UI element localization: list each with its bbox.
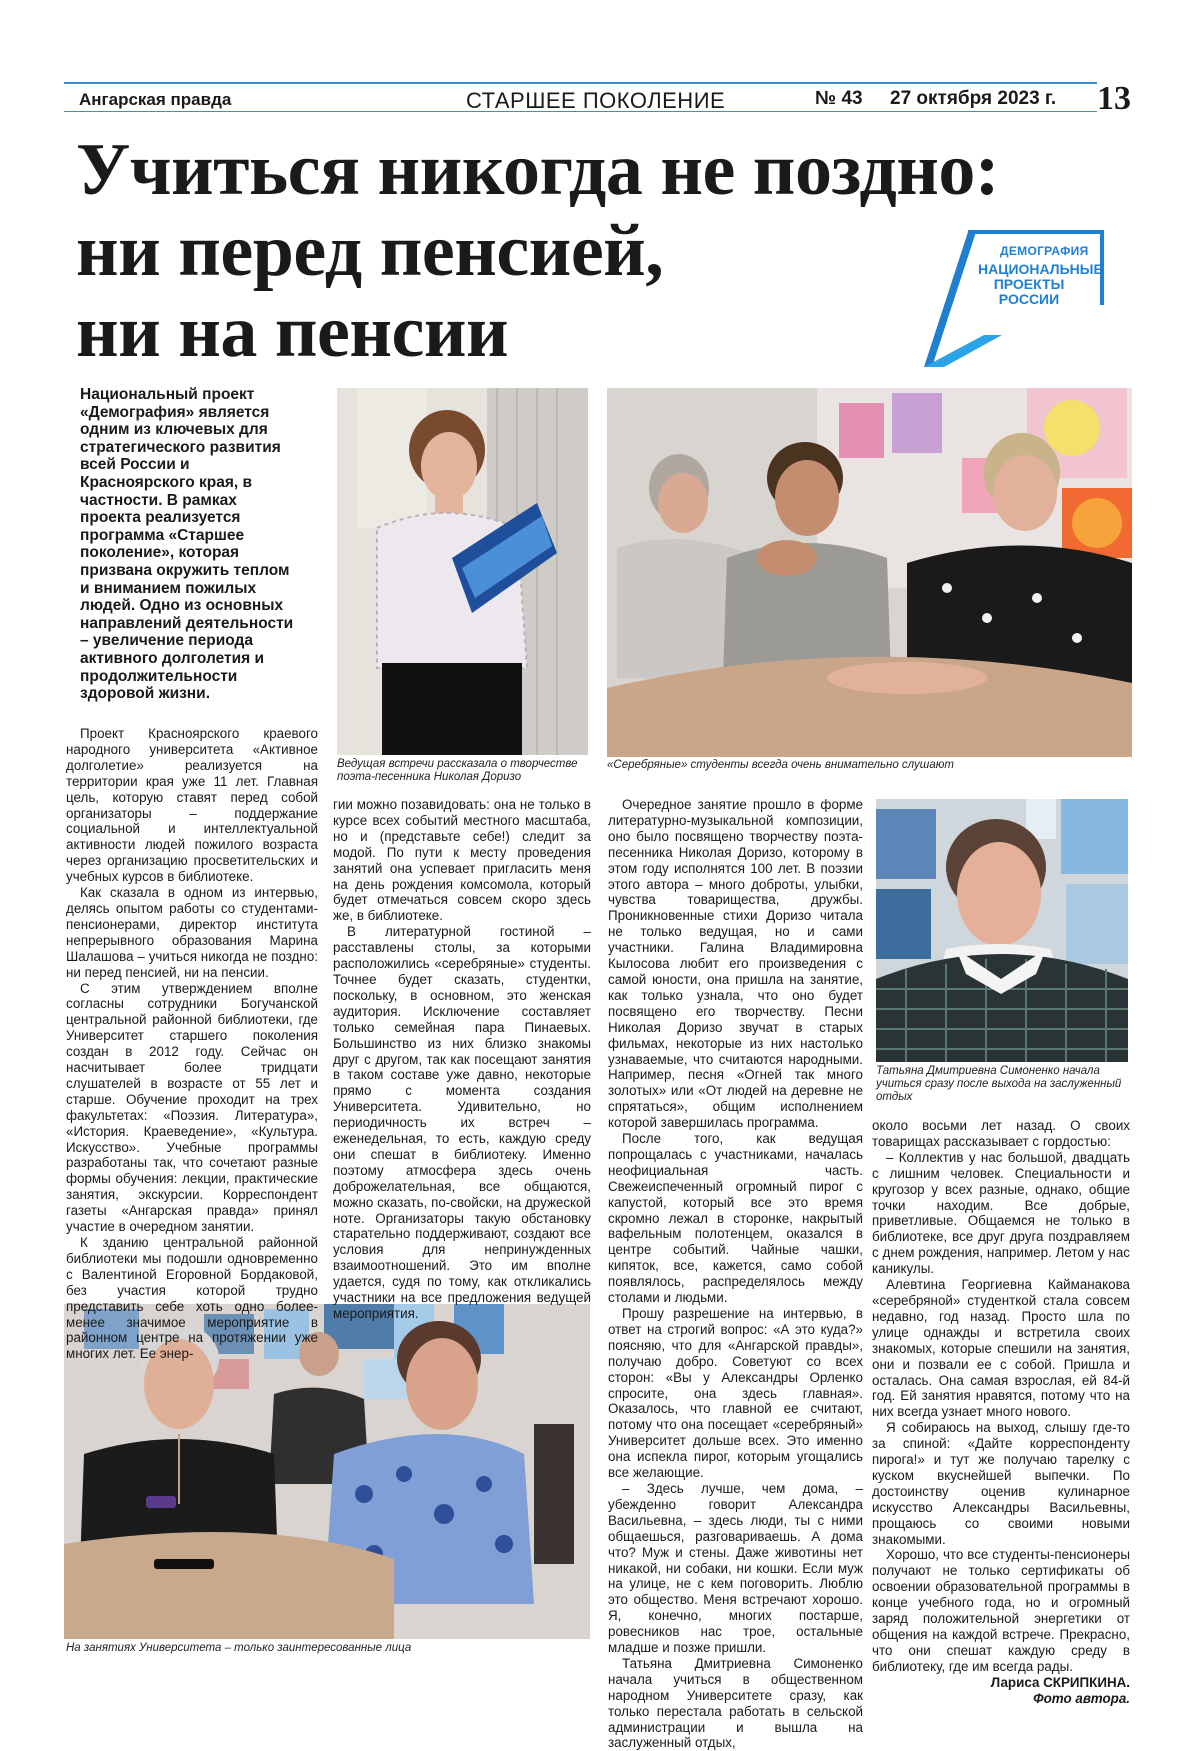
paragraph: гии можно позавидовать: она не только в курсе всех событий местного масштаба, но и (представьте себе!) следит за модой. По пути к месту проведения занятий она успевает пригласить меня на день рождения комсомола, который будет отмечаться совсем скоро здесь же, в библиотеке. (333, 797, 591, 924)
article-column-3 (608, 797, 863, 1751)
paragraph: К зданию центральной районной библиотеки мы подошли одновременно с Валентиной Егоровной Бордаковой, без участия которой трудно представить себе хоть одно более-менее значимое мероприятие в районном центре на протяжении уже многих лет. Ее энер- (66, 1235, 318, 1362)
paragraph: Прошу разрешение на интервью, в ответ на строгий вопрос: «А это куда?» поясняю, что для «Ангарской правды», получаю добро. Советуют со всех сторон: «Вы у Александры Орленко спросите, она здесь главная». Оказалось, что главной ее считают, потому что она посещает «серебряный» Университет дольше всех. Это именно она испекла пирог, которым угощались все желающие. (608, 1306, 863, 1481)
paragraph: В литературной гостиной – расставлены столы, за которыми расположились «серебряные» студенты. Точнее будет сказать, студентки, поскольку, в основном, это женская аудитория. Исключение составляет только семейная пара Пинаевых. Большинство из них близко знакомы друг с другом, так как посещают занятия в таком составе уже давно, некоторые прямо с момента создания Университета. Удивительно, но периодичность их встреч – еженедельная, то есть, каждую среду они спешат в библиотеку. Именно поэтому атмосфера здесь очень доброжелательная, все общаются, можно сказать, по-свойски, на дружеской ноте. Организаторы такую обстановку старательно поддерживают, создают все условия для непринужденных взаимоотношений. Это им вполне удается, судя по тому, как откликались участники на все предложения ведущей мероприятия. (333, 924, 591, 1321)
lead-paragraph: Национальный проект «Демография» является одним из ключевых для стратегического развития всей России и Красноярского края, в частности. В рамках проекта реализуется программа «Старшее поколение», которая призвана окружить теплом и вниманием пожилых людей. Одно из основных направлений деятельности – увеличение периода активного долголетия и продолжительности здоровой жизни. (80, 386, 294, 703)
section-title: СТАРШЕЕ ПОКОЛЕНИЕ (466, 88, 726, 113)
article-column-4 (872, 1118, 1130, 1707)
headline-line-1: Учиться никогда не поздно: (76, 129, 1000, 211)
photo-caption: Ведущая встречи рассказала о творчестве поэта-песенника Николая Доризо (337, 758, 578, 783)
logo-text: НАЦИОНАЛЬНЫЕ ПРОЕКТЫ РОССИИ (978, 261, 1103, 307)
paragraph: Татьяна Дмитриевна Симоненко начала учиться в общественном народном Университете сразу, как только перестала работать в сельской администрации и вышла на заслуженный отдых, (608, 1655, 863, 1751)
paragraph: – Здесь лучше, чем дома, – убежденно говорит Александра Васильевна, – здесь люди, ты с ними общаешься, разговариваешь. А дома что? Муж и стены. Даже животины нет никакой, ни собаки, ни кошки. Если муж на улице, не с кем поговорить. Люблю это общество. Меня встречают хорошо. Я, конечно, многих постарше, ровесников нас трое, остальные младше и позже пришли. (608, 1480, 863, 1656)
logo-tag: ДЕМОГРАФИЯ (1000, 244, 1089, 258)
photo-caption: На занятиях Университета – только заинтересованные лица (66, 1642, 412, 1654)
issue-date: 27 октября 2023 г. (890, 88, 1057, 109)
paragraph: С этим утверждением вполне согласны сотрудники Богучанской центральной районной библиотеки, где Университет старшего поколения создан в 2012 году. Сейчас он насчитывает более тридцати слушателей в возрасте от 55 лет и старше. Обучение проходит на трех факультетах: «Поэзия. Литература», «История. Краеведение», «Культура. Искусство». Учебные программы разработаны так, что сочетают разные формы обучения: лекции, практические занятия, экскурсии. Корреспондент газеты «Ангарская правда» принял участие в очередном занятии. (66, 980, 318, 1235)
paragraph: – Коллектив у нас большой, двадцать с лишним человек. Специальности и кругозор у всех разные, однако, общие точки находим. Все добрые, приветливые. Общаемся не только в библиотеке, все друг друга поздравляем с днем рождения, например. Летом у нас каникулы. (872, 1149, 1130, 1277)
paragraph: около восьми лет назад. О своих товарищах рассказывает с гордостью: (872, 1118, 1130, 1149)
newspaper-name: Ангарская правда (79, 90, 232, 109)
photo-caption: Татьяна Дмитриевна Симоненко начала учиться сразу после выхода на заслуженный отдых (876, 1065, 1122, 1103)
page-number: 13 (1097, 80, 1131, 117)
photo-presenter (337, 388, 588, 755)
author-signature: Лариса СКРИПКИНА. (990, 1674, 1130, 1690)
paragraph: Я собираюсь на выход, слышу где-то за спиной: «Дайте корреспонденту пирога!» и тут же получаю тарелку с куском вкуснейшей выпечки. По достоинству оценив кулинарное искусство Александры Васильевны, прощаюсь со своими новыми знакомыми. (872, 1420, 1130, 1547)
paragraph: Как сказала в одном из интервью, делясь опытом работы со студентами-пенсионерами, директор института непрерывного образования Марина Шалашова – учиться никогда не поздно: ни перед пенсией, ни на пенсии. (66, 885, 318, 980)
header-rule-top (64, 82, 1097, 84)
photo-caption: «Серебряные» студенты всегда очень внимательно слушают (607, 759, 954, 771)
photo-portrait (876, 799, 1128, 1062)
issue-number: № 43 (815, 88, 863, 109)
paragraph: Проект Красноярского краевого народного университета «Активное долголетие» реализуется на территории края уже 11 лет. Главная цель, которую ставят перед собой организаторы – поддержание социальной и интеллектуальной активности людей пожилого возраста через организацию просветительских и учебных курсов в библиотеке. (66, 726, 318, 885)
paragraph: Хорошо, что все студенты-пенсионеры получают не только сертификаты об освоении образовательной программы в конце учебного года, но и огромный заряд положительной энергетики от общения на каждой встрече. Прекрасно, что они спешат каждую среду в библиотеку, где им всегда рады. (872, 1547, 1130, 1674)
article-column-2 (333, 797, 591, 1322)
article-column-1 (66, 726, 318, 1362)
headline-line-2: ни перед пенсией, (76, 210, 664, 292)
photo-credit: Фото автора. (1033, 1690, 1130, 1706)
paragraph: Алевтина Георгиевна Кайманакова «серебряной» студенткой стала совсем недавно, год назад. Просто шла по улице однажды и встретила своих знакомых, которые спешили на занятия, они и позвали ее с собой. Пришла и осталась. Она самая взрослая, ей 84-й год. Ей занятия нравятся, потому что на них всегда узнает много нового. (872, 1277, 1130, 1420)
paragraph: После того, как ведущая попрощалась с участниками, началась неофициальная часть. Свежеиспеченный огромный пирог с капустой, который все это время скромно лежал в сторонке, накрытый вафельным полотенцем, оказался в центре событий. Чайные чашки, кипяток, все, кажется, само собой появлялось, распределялось между столами и людьми. (608, 1131, 863, 1306)
photo-students (607, 388, 1132, 757)
paragraph: Очередное занятие прошло в форме литературно-музыкальной композиции, оно было посвящено творчеству поэта-песенника Николая Доризо, которому в этом году исполнятся 100 лет. В поэзии этого автора – много доброты, улыбки, чувства товарищества, дружбы. Проникновенные стихи Доризо читала не только ведущая, но и сами участники. Галина Владимировна Кылосова любит его произведения с самой юности, она пришла на занятие, как только узнала, что оно будет посвящено его творчеству. Песни Николая Доризо звучат в старых фильмах, некоторые из них настолько узнаваемые, что считаются народными. Например, песня «Огней так много золотых» или «От людей на деревне не спрятаться», общим исполнением которой завершилась программа. (608, 797, 863, 1131)
headline-line-3: ни на пенсии (76, 291, 509, 373)
